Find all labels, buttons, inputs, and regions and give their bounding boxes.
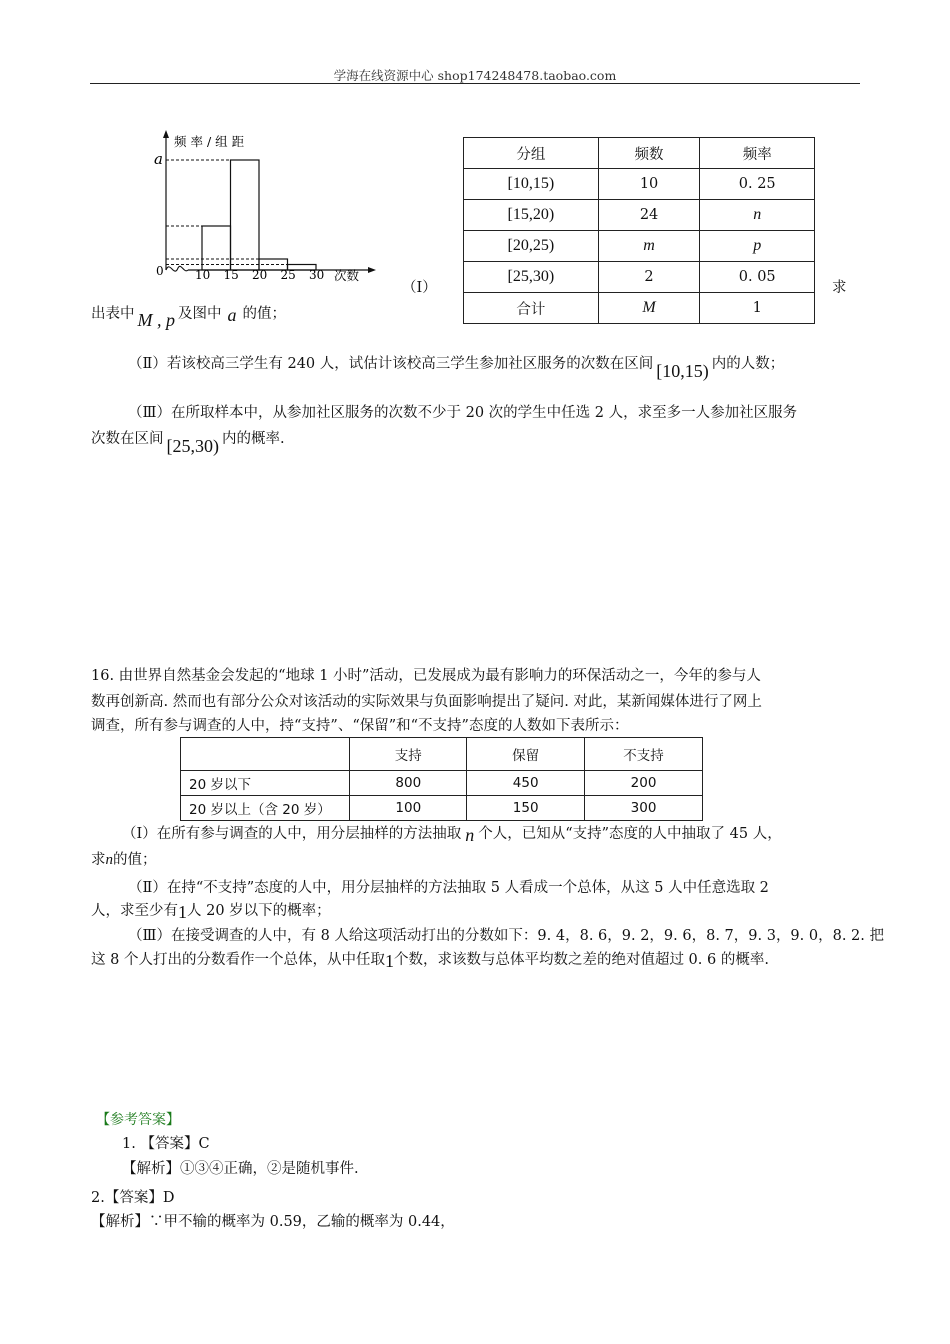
q15-text: （Ⅱ）若该校高三学生有 240 人，试估计该校高三学生参加社区服务的次数在区间 [128, 356, 654, 372]
q16-part3-line2 [91, 948, 769, 969]
table-cell: [20,25) [464, 231, 599, 262]
table-cell: 10 [598, 169, 700, 200]
q15-text: 的值； [242, 306, 286, 322]
origin-label: 0 [156, 264, 164, 278]
frequency-histogram [150, 128, 380, 288]
x-tick-label: 30 [309, 268, 325, 282]
q16-text: 的值； [113, 852, 157, 868]
q15-text: 次数在区间 [91, 431, 164, 447]
q16-line3: 调查，所有参与调查的人中，持“支持”、“保留”和“不支持”态度的人数如下表所示： [91, 718, 629, 734]
answer-1: 1. 【答案】C [122, 1136, 210, 1152]
q16-text: （Ⅰ）在所有参与调查的人中，用分层抽样的方法抽取 [122, 826, 462, 842]
table-cell: 24 [598, 200, 700, 231]
x-tick-label: 20 [252, 268, 268, 282]
table-cell: 0. 05 [700, 262, 815, 293]
table-cell: 450 [467, 771, 585, 796]
table-cell: 20 岁以上（含 20 岁） [181, 796, 350, 821]
histogram-bar [231, 160, 260, 270]
table-cell: 100 [350, 796, 467, 821]
q16-part1-line1 [122, 822, 782, 843]
y-value-a: a [154, 150, 163, 168]
answers-title: 【参考答案】 [96, 1112, 180, 1128]
q16-part1-line2 [91, 848, 157, 869]
q16-line1: 16. 由世界自然基金会发起的“地球 1 小时”活动，已发展成为最有影响力的环保活动之一，今年的参与人 [91, 668, 761, 684]
x-tick-label: 10 [195, 268, 211, 282]
table-cell: 0. 25 [700, 169, 815, 200]
y-axis-arrow [163, 130, 169, 138]
x-tick-label: 15 [223, 268, 239, 282]
table-cell: [25,30) [464, 262, 599, 293]
table-header-cell: 支持 [350, 738, 467, 771]
q16-text: 个人，已知从“支持”态度的人中抽取了 45 人， [478, 826, 782, 842]
q16-text: 人 20 岁以下的概率； [187, 903, 331, 919]
q15-part1-tail: 求 [832, 280, 847, 296]
y-axis-label: 频 率 / 组 距 [174, 134, 245, 149]
q16-text: 个数，求该数与总体平均数之差的绝对值超过 0. 6 的概率. [393, 952, 769, 968]
table-cell: 合计 [464, 293, 599, 324]
histogram-bar [202, 226, 231, 270]
table-header-row [181, 738, 703, 771]
table-cell: [10,15) [464, 169, 599, 200]
q16-math-one: 1 [384, 951, 394, 971]
table-cell: m [598, 231, 700, 262]
table-header-cell: 保留 [467, 738, 585, 771]
table-row [464, 231, 815, 262]
table-cell: p [700, 231, 815, 262]
table-cell: 20 岁以下 [181, 771, 350, 796]
table-header-cell: 频数 [598, 138, 700, 169]
answer-2-explanation: 【解析】∵甲不输的概率为 0.59，乙输的概率为 0.44， [91, 1214, 455, 1230]
q16-text: 人，求至少有 [91, 903, 178, 919]
q15-part1-label: （Ⅰ） [402, 280, 437, 296]
q15-interval: [25,30) [166, 436, 219, 456]
table-cell: 150 [467, 796, 585, 821]
table-cell: 1 [700, 293, 815, 324]
q15-text: 出表中 [91, 306, 135, 322]
q15-part1-line [91, 302, 286, 330]
table-cell: 800 [350, 771, 467, 796]
table-cell: M [598, 293, 700, 324]
q15-interval: [10,15) [656, 361, 709, 381]
q16-part2-line2 [91, 899, 331, 920]
table-header-cell: 不支持 [585, 738, 703, 771]
q15-part3-line1: （Ⅲ）在所取样本中，从参加社区服务的次数不少于 20 次的学生中任选 2 人，求至多一人参加社区服务 [128, 405, 798, 421]
table-row [464, 262, 815, 293]
q15-part2 [128, 352, 785, 381]
table-header-cell [181, 738, 350, 771]
q15-math-a: a [227, 305, 237, 325]
axis-break [166, 266, 188, 271]
x-axis-arrow [368, 267, 376, 273]
q16-part2-line1: （Ⅱ）在持“不支持”态度的人中，用分层抽样的方法抽取 5 人看成一个总体，从这 5 人中任意选取 2 [128, 880, 769, 896]
page-header: 学海在线资源中心 shop174248478.taobao.com [333, 68, 617, 83]
q15-text: 及图中 [178, 306, 222, 322]
x-axis-label: 次数 [334, 268, 360, 283]
q15-text: 内的概率. [222, 431, 285, 447]
table-cell: [15,20) [464, 200, 599, 231]
q16-math-n: n [105, 852, 113, 868]
table-row [464, 200, 815, 231]
table-header-row [464, 138, 815, 169]
q16-math-one: 1 [178, 902, 187, 922]
frequency-table [463, 137, 815, 324]
table-row [181, 771, 703, 796]
q16-text: 求 [91, 852, 106, 868]
table-header-cell: 分组 [464, 138, 599, 169]
q15-part3-line2 [91, 427, 285, 456]
table-cell: 2 [598, 262, 700, 293]
table-cell: 300 [585, 796, 703, 821]
table-row [464, 293, 815, 324]
table-cell: 200 [585, 771, 703, 796]
survey-table [180, 737, 703, 821]
table-cell: n [700, 200, 815, 231]
q16-part3-line1: （Ⅲ）在接受调查的人中，有 8 人给这项活动打出的分数如下：9. 4，8. 6，9. 2，9. 6，8. 7，9. 3，9. 0，8. 2. 把 [128, 928, 884, 944]
x-tick-label: 25 [280, 268, 296, 282]
table-row [181, 796, 703, 821]
q16-text: 这 8 个人打出的分数看作一个总体，从中任取 [91, 952, 385, 968]
answer-1-explanation: 【解析】①③④正确，②是随机事件. [122, 1161, 359, 1177]
answer-2: 2.【答案】D [91, 1190, 175, 1206]
header-rule [90, 83, 860, 84]
table-row [464, 169, 815, 200]
q15-math-vars: M , p [137, 310, 175, 330]
q16-line2: 数再创新高. 然而也有部分公众对该活动的实际效果与负面影响提出了疑问. 对此，某新闻媒体进行了网上 [91, 694, 762, 710]
q16-math-n: n [465, 825, 475, 845]
q15-text: 内的人数； [711, 356, 785, 372]
table-header-cell: 频率 [700, 138, 815, 169]
